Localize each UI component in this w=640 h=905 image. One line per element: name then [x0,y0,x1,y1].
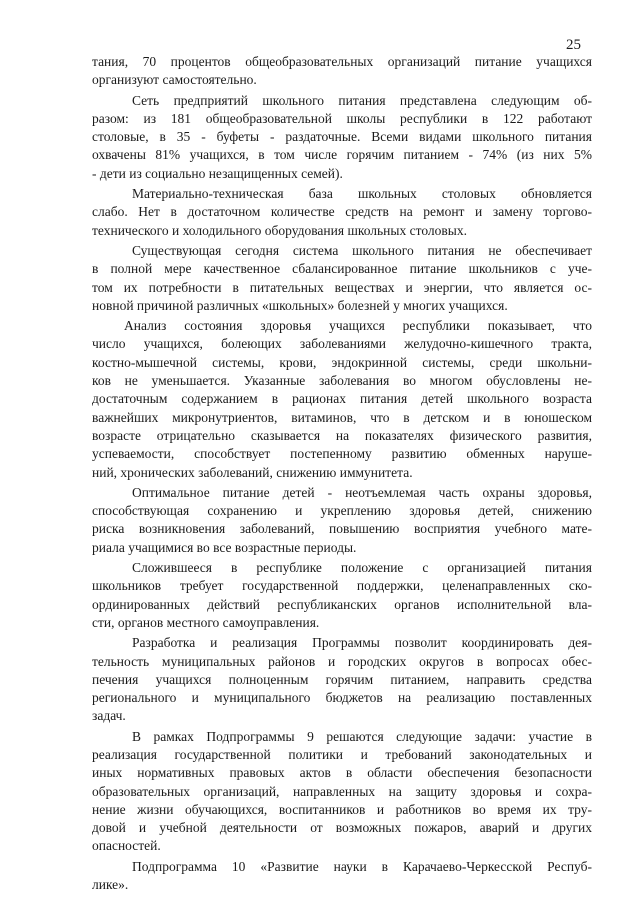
text-line: опасностей. [92,838,161,854]
paragraph [92,92,592,183]
text-line: печения учащихся полноценным горячим питанием, направить средства [92,671,592,687]
paragraph [92,858,592,895]
text-line: лике». [92,877,129,893]
paragraph [92,634,592,725]
body-text [92,53,592,896]
text-line: Сложившееся в республике положение с организацией питания [132,560,592,576]
text-line: успеваемости, способствует постепенному развитию обменных наруше- [92,446,592,462]
text-line: разом: из 181 общеобразовательной школы республики в 122 работают [92,110,592,126]
text-line: риска возникновения заболеваний, повышению восприятия учебного мате- [92,521,592,537]
text-line: Материально-техническая база школьных столовых обновляется [132,186,592,202]
paragraph [92,53,592,90]
text-line: реализация государственной политики и требований законодательных и [92,746,592,762]
text-line: довой и учебной деятельности от возможных пожаров, аварий и других [92,820,592,836]
paragraph [92,484,592,557]
paragraph [92,242,592,315]
text-line: важнейших микронутриентов, витаминов, что в детском и в юношеском [92,409,592,425]
text-line: Оптимальное питание детей - неотъемлемая часть охраны здоровья, [132,484,592,500]
text-line: регионального и муниципального бюджетов на реализацию поставленных [92,690,592,706]
text-line: тельность муниципальных районов и городских округов в вопросах обес- [92,653,592,669]
paragraph [92,728,592,856]
text-line: школьников требует государственной поддержки, целенаправленных ско- [92,578,592,594]
text-line: способствующая сохранению и укреплению здоровья детей, снижению [92,503,592,519]
paragraph [92,185,592,240]
text-line: задач. [92,708,126,724]
paragraph [92,317,592,482]
text-line: охвачены 81% учащихся, в том числе горячим питанием - 74% (из них 5% [92,147,592,163]
text-line: ков не уменьшается. Указанные заболевания во многом обусловлены не- [92,373,592,389]
text-line: организуют самостоятельно. [92,72,257,88]
text-line: Анализ состояния здоровья учащихся республики показывает, что [124,318,592,334]
text-line: костно-мышечной системы, крови, эндокринной системы, среди школьни- [92,354,592,370]
text-line: в полной мере качественное сбалансированное питание школьников с уче- [92,261,592,277]
text-line: Разработка и реализация Программы позволит координировать дея- [132,635,592,651]
text-line: В рамках Подпрограммы 9 решаются следующие задачи: участие в [132,728,592,744]
text-line: нение жизни обучающихся, воспитанников и работников во время их тру- [92,801,592,817]
text-line: Сеть предприятий школьного питания представлена следующим об- [132,92,592,108]
text-line: столовые, в 35 - буфеты - раздаточные. Всеми видами школьного питания [92,129,592,145]
text-line: образовательных организаций, направленных на защиту здоровья и сохра- [92,783,592,799]
text-line: - дети из социально незащищенных семей). [92,165,343,181]
paragraph [92,559,592,632]
text-line: Подпрограмма 10 «Развитие науки в Карачаево-Черкесской Респуб- [132,858,592,874]
text-line: ординированных действий республиканских органов исполнительной вла- [92,596,592,612]
text-line: технического и холодильного оборудования школьных столовых. [92,222,467,238]
text-line: возрасте отрицательно сказывается на показателях физического развития, [92,427,592,443]
text-line: слабо. Нет в достаточном количестве средств на ремонт и замену торгово- [92,204,592,220]
text-line: достаточным содержанием в рационах питания детей школьного возраста [92,391,592,407]
text-line: иных нормативных правовых актов в области обеспечения безопасности [92,765,592,781]
text-line: число учащихся, болеющих заболеваниями желудочно-кишечного тракта, [92,336,592,352]
text-line: сти, органов местного самоуправления. [92,614,320,630]
page-number: 25 [566,37,581,53]
text-line: Существующая сегодня система школьного питания не обеспечивает [132,242,592,258]
text-line: риала учащимися во все возрастные периоды. [92,539,357,555]
text-line: том их потребности в питательных веществах и энергии, что является ос- [92,279,592,295]
text-line: новной причиной различных «школьных» болезней у многих учащихся. [92,297,508,313]
text-line: ний, хронических заболеваний, снижению иммунитета. [92,464,413,480]
text-line: тания, 70 процентов общеобразовательных организаций питание учащихся [92,54,592,69]
